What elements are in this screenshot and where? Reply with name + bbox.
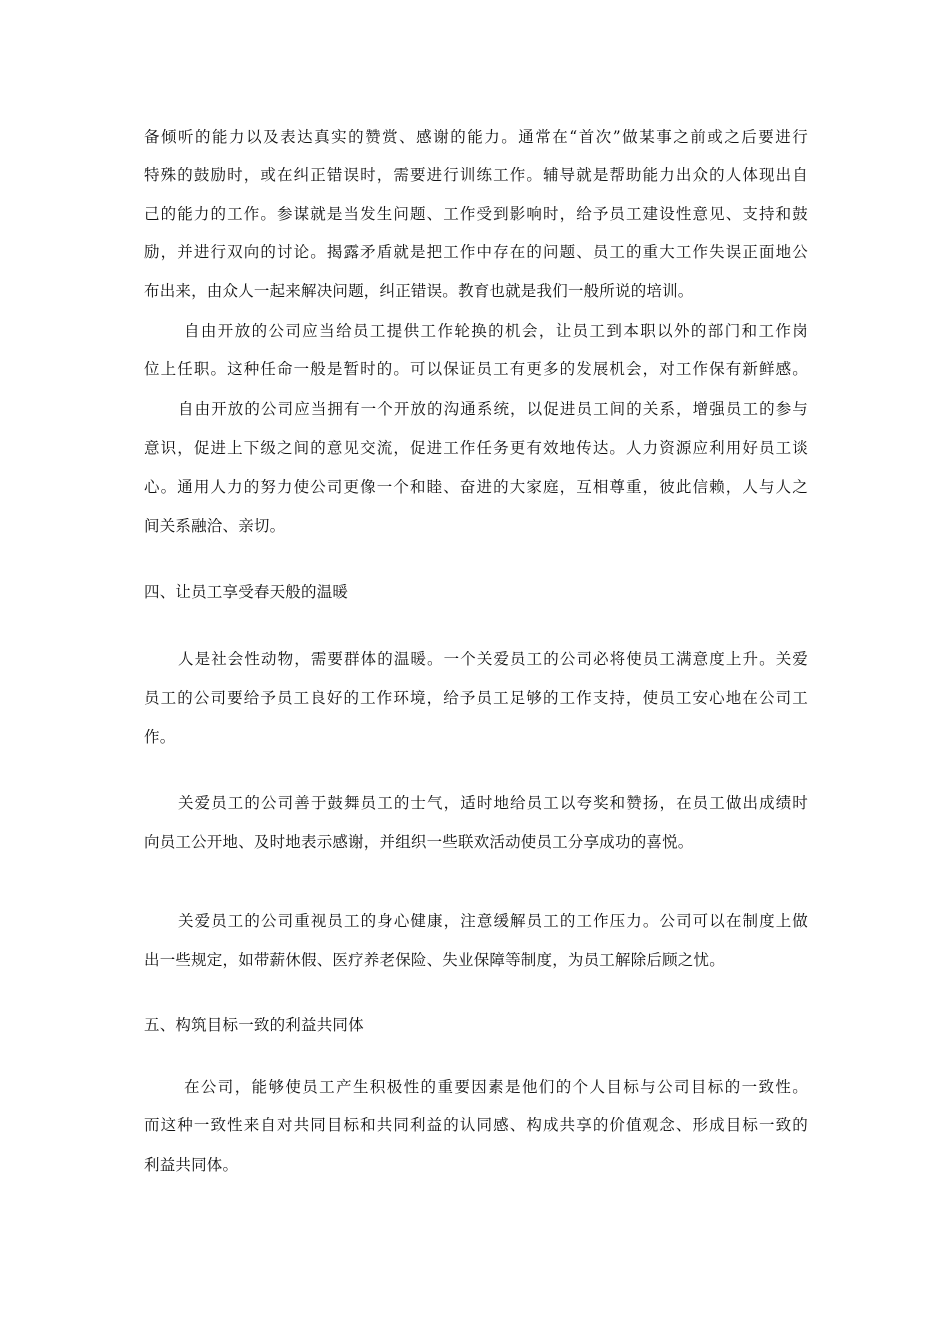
section-heading: 五、构筑目标一致的利益共同体 [144, 1016, 364, 1034]
paragraph-line: 在公司，能够使员工产生积极性的重要因素是他们的个人目标与公司目标的一致性。 [184, 1078, 808, 1096]
paragraph-line: 员工的公司要给予员工良好的工作环境，给予员工足够的工作支持，使员工安心地在公司工 [144, 689, 808, 707]
paragraph-line: 特殊的鼓励时，或在纠正错误时，需要进行训练工作。辅导就是帮助能力出众的人体现出自 [144, 166, 808, 184]
paragraph-line: 而这种一致性来自对共同目标和共同利益的认同感、构成共享的价值观念、形成目标一致的 [144, 1116, 808, 1134]
paragraph-line: 关爱员工的公司重视员工的身心健康，注意缓解员工的工作压力。公司可以在制度上做 [178, 912, 808, 930]
paragraph-line: 人是社会性动物，需要群体的温暖。一个关爱员工的公司必将使员工满意度上升。关爱 [178, 650, 808, 668]
paragraph-line: 布出来，由众人一起来解决问题，纠正错误。教育也就是我们一般所说的培训。 [144, 282, 694, 300]
paragraph-line: 关爱员工的公司善于鼓舞员工的士气，适时地给员工以夸奖和赞扬，在员工做出成绩时 [178, 794, 808, 812]
paragraph-line: 作。 [144, 728, 176, 746]
paragraph-line: 己的能力的工作。参谋就是当发生问题、工作受到影响时，给予员工建设性意见、支持和鼓 [144, 205, 808, 223]
section-heading: 四、让员工享受春天般的温暖 [144, 583, 349, 601]
paragraph-line: 位上任职。这种任命一般是暂时的。可以保证员工有更多的发展机会，对工作保有新鲜感。 [144, 360, 808, 378]
paragraph-line: 自由开放的公司应当拥有一个开放的沟通系统，以促进员工间的关系，增强员工的参与 [178, 400, 808, 418]
paragraph-line: 间关系融洽、亲切。 [144, 517, 286, 535]
paragraph-line: 备倾听的能力以及表达真实的赞赏、感谢的能力。通常在“首次”做某事之前或之后要进行 [144, 128, 808, 146]
paragraph-line: 自由开放的公司应当给员工提供工作轮换的机会，让员工到本职以外的部门和工作岗 [184, 322, 808, 340]
paragraph-line: 出一些规定，如带薪休假、医疗养老保险、失业保障等制度，为员工解除后顾之忧。 [144, 951, 725, 969]
paragraph-line: 意识，促进上下级之间的意见交流，促进工作任务更有效地传达。人力资源应利用好员工谈 [144, 439, 808, 457]
paragraph-line: 励，并进行双向的讨论。揭露矛盾就是把工作中存在的问题、员工的重大工作失误正面地公 [144, 243, 808, 261]
paragraph-line: 向员工公开地、及时地表示感谢，并组织一些联欢活动使员工分享成功的喜悦。 [144, 833, 694, 851]
paragraph-line: 利益共同体。 [144, 1156, 239, 1174]
paragraph-line: 心。通用人力的努力使公司更像一个和睦、奋进的大家庭，互相尊重，彼此信赖，人与人之 [144, 478, 808, 496]
